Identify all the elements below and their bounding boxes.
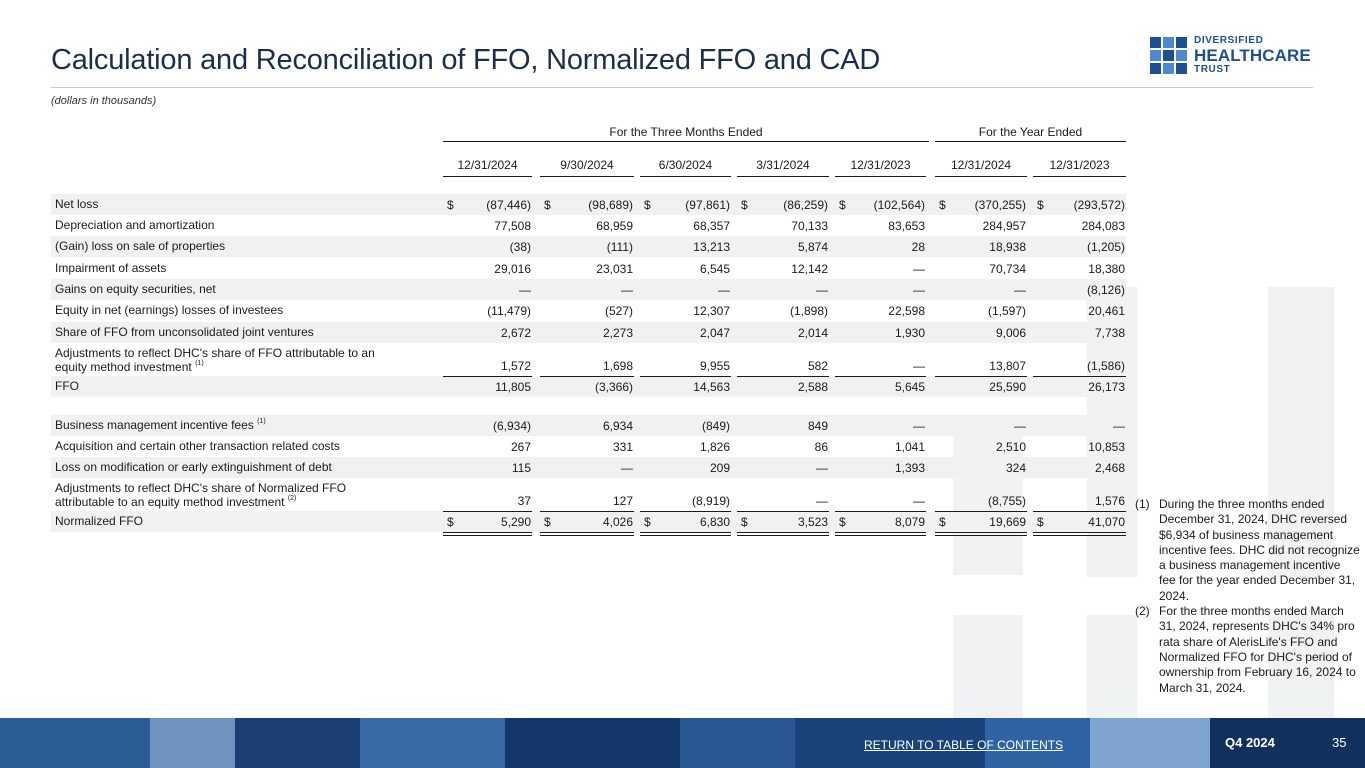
- table-cell: (1,205): [1086, 240, 1125, 254]
- column-header-rule: [1033, 176, 1126, 177]
- currency-symbol: $: [447, 515, 454, 529]
- table-row: [51, 436, 1126, 457]
- row-label-line-2: attributable to an equity method investment: [55, 494, 285, 509]
- table-cell: 18,938: [989, 240, 1026, 254]
- column-header-rule: [737, 176, 829, 177]
- column-header: 12/31/2023: [850, 158, 911, 172]
- table-cell: 1,572: [500, 359, 531, 373]
- table-cell: (3,366): [594, 380, 633, 394]
- row-label-text: Gains on equity securities, net: [55, 282, 216, 296]
- subtotal-rule: [835, 376, 926, 377]
- table-cell: 267: [510, 440, 531, 454]
- table-cell: 5,290: [500, 515, 531, 529]
- row-label-text: Share of FFO from unconsolidated joint ventures: [55, 325, 314, 339]
- table-cell: (38): [509, 240, 531, 254]
- footnote-text: For the three months ended March 31, 2024, represents DHC's 34% pro rata share of AlerisLife's FFO and Normalized FFO for DHC's period of ownership from February 16, 2024 to March 31, 2024.: [1159, 604, 1356, 695]
- row-label: [55, 283, 216, 297]
- total-double-rule: [640, 532, 731, 533]
- table-cell: 2,468: [1094, 461, 1125, 475]
- company-logo: [1150, 36, 1320, 76]
- footer-panel: [505, 718, 680, 768]
- row-label: [55, 515, 143, 529]
- footnote-reference: (1): [195, 359, 204, 367]
- title-divider: [51, 87, 1313, 88]
- table-cell: 7,738: [1094, 326, 1125, 340]
- column-header: 12/31/2023: [1049, 158, 1110, 172]
- column-header-rule: [540, 176, 634, 177]
- group-header-rule: [443, 141, 929, 142]
- table-cell: —: [913, 262, 925, 276]
- currency-symbol: $: [544, 198, 551, 212]
- table-cell: 9,955: [699, 359, 730, 373]
- footnote-1: [1135, 497, 1360, 604]
- total-double-rule: [835, 532, 926, 533]
- table-cell: 68,959: [596, 219, 633, 233]
- quarter-label: Q4 2024: [1225, 735, 1275, 750]
- table-cell: 9,006: [995, 326, 1026, 340]
- table-cell: 2,047: [699, 326, 730, 340]
- table-cell: 12,307: [693, 304, 730, 318]
- table-cell: 1,698: [602, 359, 633, 373]
- row-label: [55, 347, 375, 375]
- logo-line-2: HEALTHCARE: [1194, 46, 1311, 65]
- footnote-reference: (2): [287, 494, 297, 502]
- table-cell: 41,070: [1088, 515, 1125, 529]
- column-header-rule: [640, 176, 731, 177]
- row-label-text: Normalized FFO: [55, 514, 144, 528]
- currency-symbol: $: [741, 515, 748, 529]
- row-label: [55, 198, 98, 212]
- table-cell: 4,026: [602, 515, 633, 529]
- table-cell: —: [519, 283, 531, 297]
- currency-symbol: $: [544, 515, 551, 529]
- total-double-rule: [1033, 535, 1126, 536]
- table-cell: (97,861): [685, 198, 730, 212]
- total-double-rule: [443, 532, 532, 533]
- table-cell: 849: [807, 419, 828, 433]
- table-cell: 18,380: [1088, 262, 1125, 276]
- table-cell: —: [913, 359, 925, 373]
- table-cell: 2,588: [797, 380, 828, 394]
- currency-symbol: $: [644, 515, 651, 529]
- footnote-number: (2): [1135, 604, 1150, 619]
- row-label-text: Loss on modification or early extinguishment of debt: [55, 460, 332, 474]
- total-double-rule: [1033, 532, 1126, 533]
- logo-line-1: DIVERSIFIED: [1194, 35, 1264, 46]
- table-cell: —: [718, 283, 730, 297]
- background-panel: [1087, 615, 1137, 718]
- row-label-text: Impairment of assets: [55, 261, 167, 275]
- table-cell: 25,590: [989, 380, 1026, 394]
- row-label: [55, 380, 79, 394]
- table-cell: 3,523: [797, 515, 828, 529]
- column-header: 12/31/2024: [457, 158, 518, 172]
- row-label-text: FFO: [55, 379, 79, 393]
- column-header-rule: [443, 176, 532, 177]
- row-label-line-1: Adjustments to reflect DHC's share of Normalized FFO: [55, 481, 347, 495]
- total-double-rule: [540, 532, 634, 533]
- subtotal-rule: [935, 511, 1027, 512]
- table-cell: 23,031: [596, 262, 633, 276]
- table-cell: 5,645: [894, 380, 925, 394]
- table-row: [51, 511, 1126, 532]
- table-cell: —: [1014, 283, 1026, 297]
- table-cell: 70,734: [989, 262, 1026, 276]
- subtotal-rule: [540, 511, 634, 512]
- table-row: [51, 457, 1126, 478]
- table-cell: 13,807: [989, 359, 1026, 373]
- footnote-2: [1135, 604, 1360, 696]
- footnote-number: (1): [1135, 497, 1150, 511]
- row-label: [55, 440, 340, 454]
- row-label-text: Depreciation and amortization: [55, 218, 215, 232]
- currency-symbol: $: [447, 198, 454, 212]
- table-cell: 1,393: [894, 461, 925, 475]
- units-note: (dollars in thousands): [51, 95, 157, 107]
- footer-panel: [680, 718, 795, 768]
- table-cell: 127: [612, 494, 633, 508]
- table-row: [51, 300, 1126, 321]
- table-cell: 86: [814, 440, 828, 454]
- column-header: 3/31/2024: [756, 158, 810, 172]
- subtotal-rule: [443, 376, 532, 377]
- table-cell: (86,259): [783, 198, 828, 212]
- table-cell: (8,755): [987, 494, 1026, 508]
- row-label-text: Business management incentive fees: [55, 418, 254, 432]
- table-row: [51, 322, 1126, 343]
- currency-symbol: $: [839, 198, 846, 212]
- table-row: [51, 236, 1126, 257]
- table-cell: 29,016: [494, 262, 531, 276]
- table-cell: 70,133: [791, 219, 828, 233]
- total-double-rule: [835, 535, 926, 536]
- total-double-rule: [443, 535, 532, 536]
- subtotal-rule: [540, 376, 634, 377]
- subtotal-rule: [737, 376, 829, 377]
- table-cell: 11,805: [495, 380, 531, 394]
- table-cell: 1,041: [894, 440, 925, 454]
- currency-symbol: $: [839, 515, 846, 529]
- column-header-rule: [835, 176, 926, 177]
- subtotal-rule: [835, 511, 926, 512]
- table-cell: 115: [511, 461, 531, 475]
- table-cell: 2,510: [995, 440, 1026, 454]
- total-double-rule: [737, 535, 829, 536]
- table-cell: (849): [701, 419, 730, 433]
- table-cell: (102,564): [873, 198, 925, 212]
- table-cell: (87,446): [486, 198, 531, 212]
- total-double-rule: [935, 535, 1027, 536]
- table-row: [51, 376, 1126, 397]
- table-cell: (527): [604, 304, 633, 318]
- table-cell: —: [1113, 419, 1125, 433]
- table-cell: 20,461: [1088, 304, 1125, 318]
- table-cell: 582: [807, 359, 828, 373]
- row-label: [55, 219, 214, 233]
- table-cell: —: [1014, 419, 1026, 433]
- group-header-rule: [935, 141, 1126, 142]
- table-cell: (11,479): [487, 304, 531, 318]
- row-label-line-2: equity method investment: [55, 359, 192, 374]
- row-label-text: (Gain) loss on sale of properties: [55, 239, 226, 253]
- row-label: [55, 262, 166, 276]
- footer-panel: [235, 718, 360, 768]
- footer-banner: [0, 718, 1365, 768]
- subtotal-rule: [935, 376, 1027, 377]
- table-cell: 6,545: [699, 262, 730, 276]
- table-cell: 5,874: [797, 240, 828, 254]
- row-label: [55, 240, 225, 254]
- row-label-line-1: Adjustments to reflect DHC's share of FFO attributable to an: [55, 346, 375, 360]
- table-cell: 77,508: [494, 219, 531, 233]
- subtotal-rule: [737, 511, 829, 512]
- table-cell: 14,563: [693, 380, 730, 394]
- logo-wordmark: [1194, 36, 1311, 75]
- column-header: 6/30/2024: [658, 158, 713, 172]
- table-cell: (6,934): [492, 419, 531, 433]
- table-cell: 68,357: [693, 219, 730, 233]
- table-row: [51, 258, 1126, 279]
- table-cell: 284,083: [1081, 219, 1125, 233]
- row-label-text: Net loss: [55, 197, 99, 211]
- row-label: [55, 326, 314, 340]
- table-cell: 8,079: [894, 515, 925, 529]
- subtotal-rule: [443, 511, 532, 512]
- total-double-rule: [935, 532, 1027, 533]
- table-cell: (1,898): [789, 304, 828, 318]
- table-cell: —: [621, 283, 633, 297]
- column-header-rule: [935, 176, 1027, 177]
- table-row: [51, 194, 1126, 215]
- table-cell: —: [913, 494, 925, 508]
- row-label: [55, 419, 266, 433]
- table-cell: —: [816, 283, 828, 297]
- table-cell: (293,572): [1073, 198, 1125, 212]
- table-row: [51, 415, 1126, 436]
- total-double-rule: [540, 535, 634, 536]
- row-label: [55, 461, 332, 475]
- group-header-three-months: For the Three Months Ended: [609, 125, 763, 139]
- table-cell: (1,586): [1086, 359, 1125, 373]
- column-header: 9/30/2024: [560, 158, 614, 172]
- logo-mark-icon: [1150, 37, 1187, 74]
- subtotal-rule: [1033, 376, 1126, 377]
- table-cell: 12,142: [791, 262, 828, 276]
- page-title: Calculation and Reconciliation of FFO, Normalized FFO and CAD: [51, 44, 881, 76]
- table-cell: —: [621, 461, 633, 475]
- subtotal-rule: [640, 511, 731, 512]
- currency-symbol: $: [1037, 515, 1044, 529]
- table-cell: 10,853: [1088, 440, 1125, 454]
- page-number: 35: [1332, 735, 1347, 750]
- table-cell: 2,273: [602, 326, 633, 340]
- table-cell: 26,173: [1088, 380, 1125, 394]
- table-cell: 37: [517, 494, 531, 508]
- table-row: [51, 279, 1126, 300]
- table-cell: (8,126): [1086, 283, 1125, 297]
- table-cell: (8,919): [691, 494, 730, 508]
- table-row: [51, 215, 1126, 236]
- table-cell: 13,213: [693, 240, 730, 254]
- currency-symbol: $: [939, 515, 946, 529]
- return-to-contents-link[interactable]: RETURN TO TABLE OF CONTENTS: [864, 738, 1064, 752]
- table-cell: 1,576: [1094, 494, 1125, 508]
- table-cell: 19,669: [989, 515, 1026, 529]
- table-cell: (98,689): [588, 198, 633, 212]
- table-cell: —: [816, 461, 828, 475]
- table-row: [51, 345, 1126, 376]
- subtotal-rule: [1033, 511, 1126, 512]
- table-cell: (370,255): [974, 198, 1026, 212]
- table-cell: (1,597): [987, 304, 1026, 318]
- table-cell: —: [816, 494, 828, 508]
- row-label: [55, 482, 346, 510]
- table-cell: 2,014: [797, 326, 828, 340]
- footnotes: [1135, 497, 1360, 696]
- table-cell: 6,830: [699, 515, 730, 529]
- currency-symbol: $: [644, 198, 651, 212]
- table-cell: 324: [1005, 461, 1026, 475]
- table-cell: 2,672: [500, 326, 531, 340]
- currency-symbol: $: [741, 198, 748, 212]
- row-label: [55, 304, 283, 318]
- table-cell: 83,653: [888, 219, 925, 233]
- currency-symbol: $: [1037, 198, 1044, 212]
- total-double-rule: [640, 535, 731, 536]
- footer-panel: [1090, 718, 1210, 768]
- table-cell: (111): [606, 240, 633, 254]
- footer-panel: [360, 718, 505, 768]
- footnote-reference: (1): [257, 418, 266, 425]
- table-cell: 331: [612, 440, 633, 454]
- table-cell: 209: [709, 461, 730, 475]
- footer-panel: [0, 718, 150, 768]
- table-cell: —: [913, 283, 925, 297]
- logo-line-3: TRUST: [1194, 64, 1231, 75]
- row-label-text: Acquisition and certain other transaction related costs: [55, 439, 340, 453]
- table-row: [51, 480, 1126, 511]
- table-cell: 1,930: [894, 326, 925, 340]
- footer-panel: [150, 718, 235, 768]
- table-cell: 6,934: [602, 419, 633, 433]
- table-cell: 1,826: [699, 440, 730, 454]
- total-double-rule: [737, 532, 829, 533]
- currency-symbol: $: [939, 198, 946, 212]
- footnote-text: During the three months ended December 31, 2024, DHC reversed $6,934 of business management incentive fees. DHC did not recognize a business management incentive fee for the year ended December 31, 2024.: [1159, 497, 1360, 603]
- table-cell: 28: [911, 240, 925, 254]
- row-label-text: Equity in net (earnings) losses of investees: [55, 303, 284, 317]
- column-header: 12/31/2024: [950, 158, 1012, 172]
- table-cell: 284,957: [982, 219, 1026, 233]
- table-cell: 22,598: [888, 304, 925, 318]
- background-panel: [953, 615, 1023, 718]
- group-header-year: For the Year Ended: [978, 125, 1083, 139]
- table-cell: —: [913, 419, 925, 433]
- subtotal-rule: [640, 376, 731, 377]
